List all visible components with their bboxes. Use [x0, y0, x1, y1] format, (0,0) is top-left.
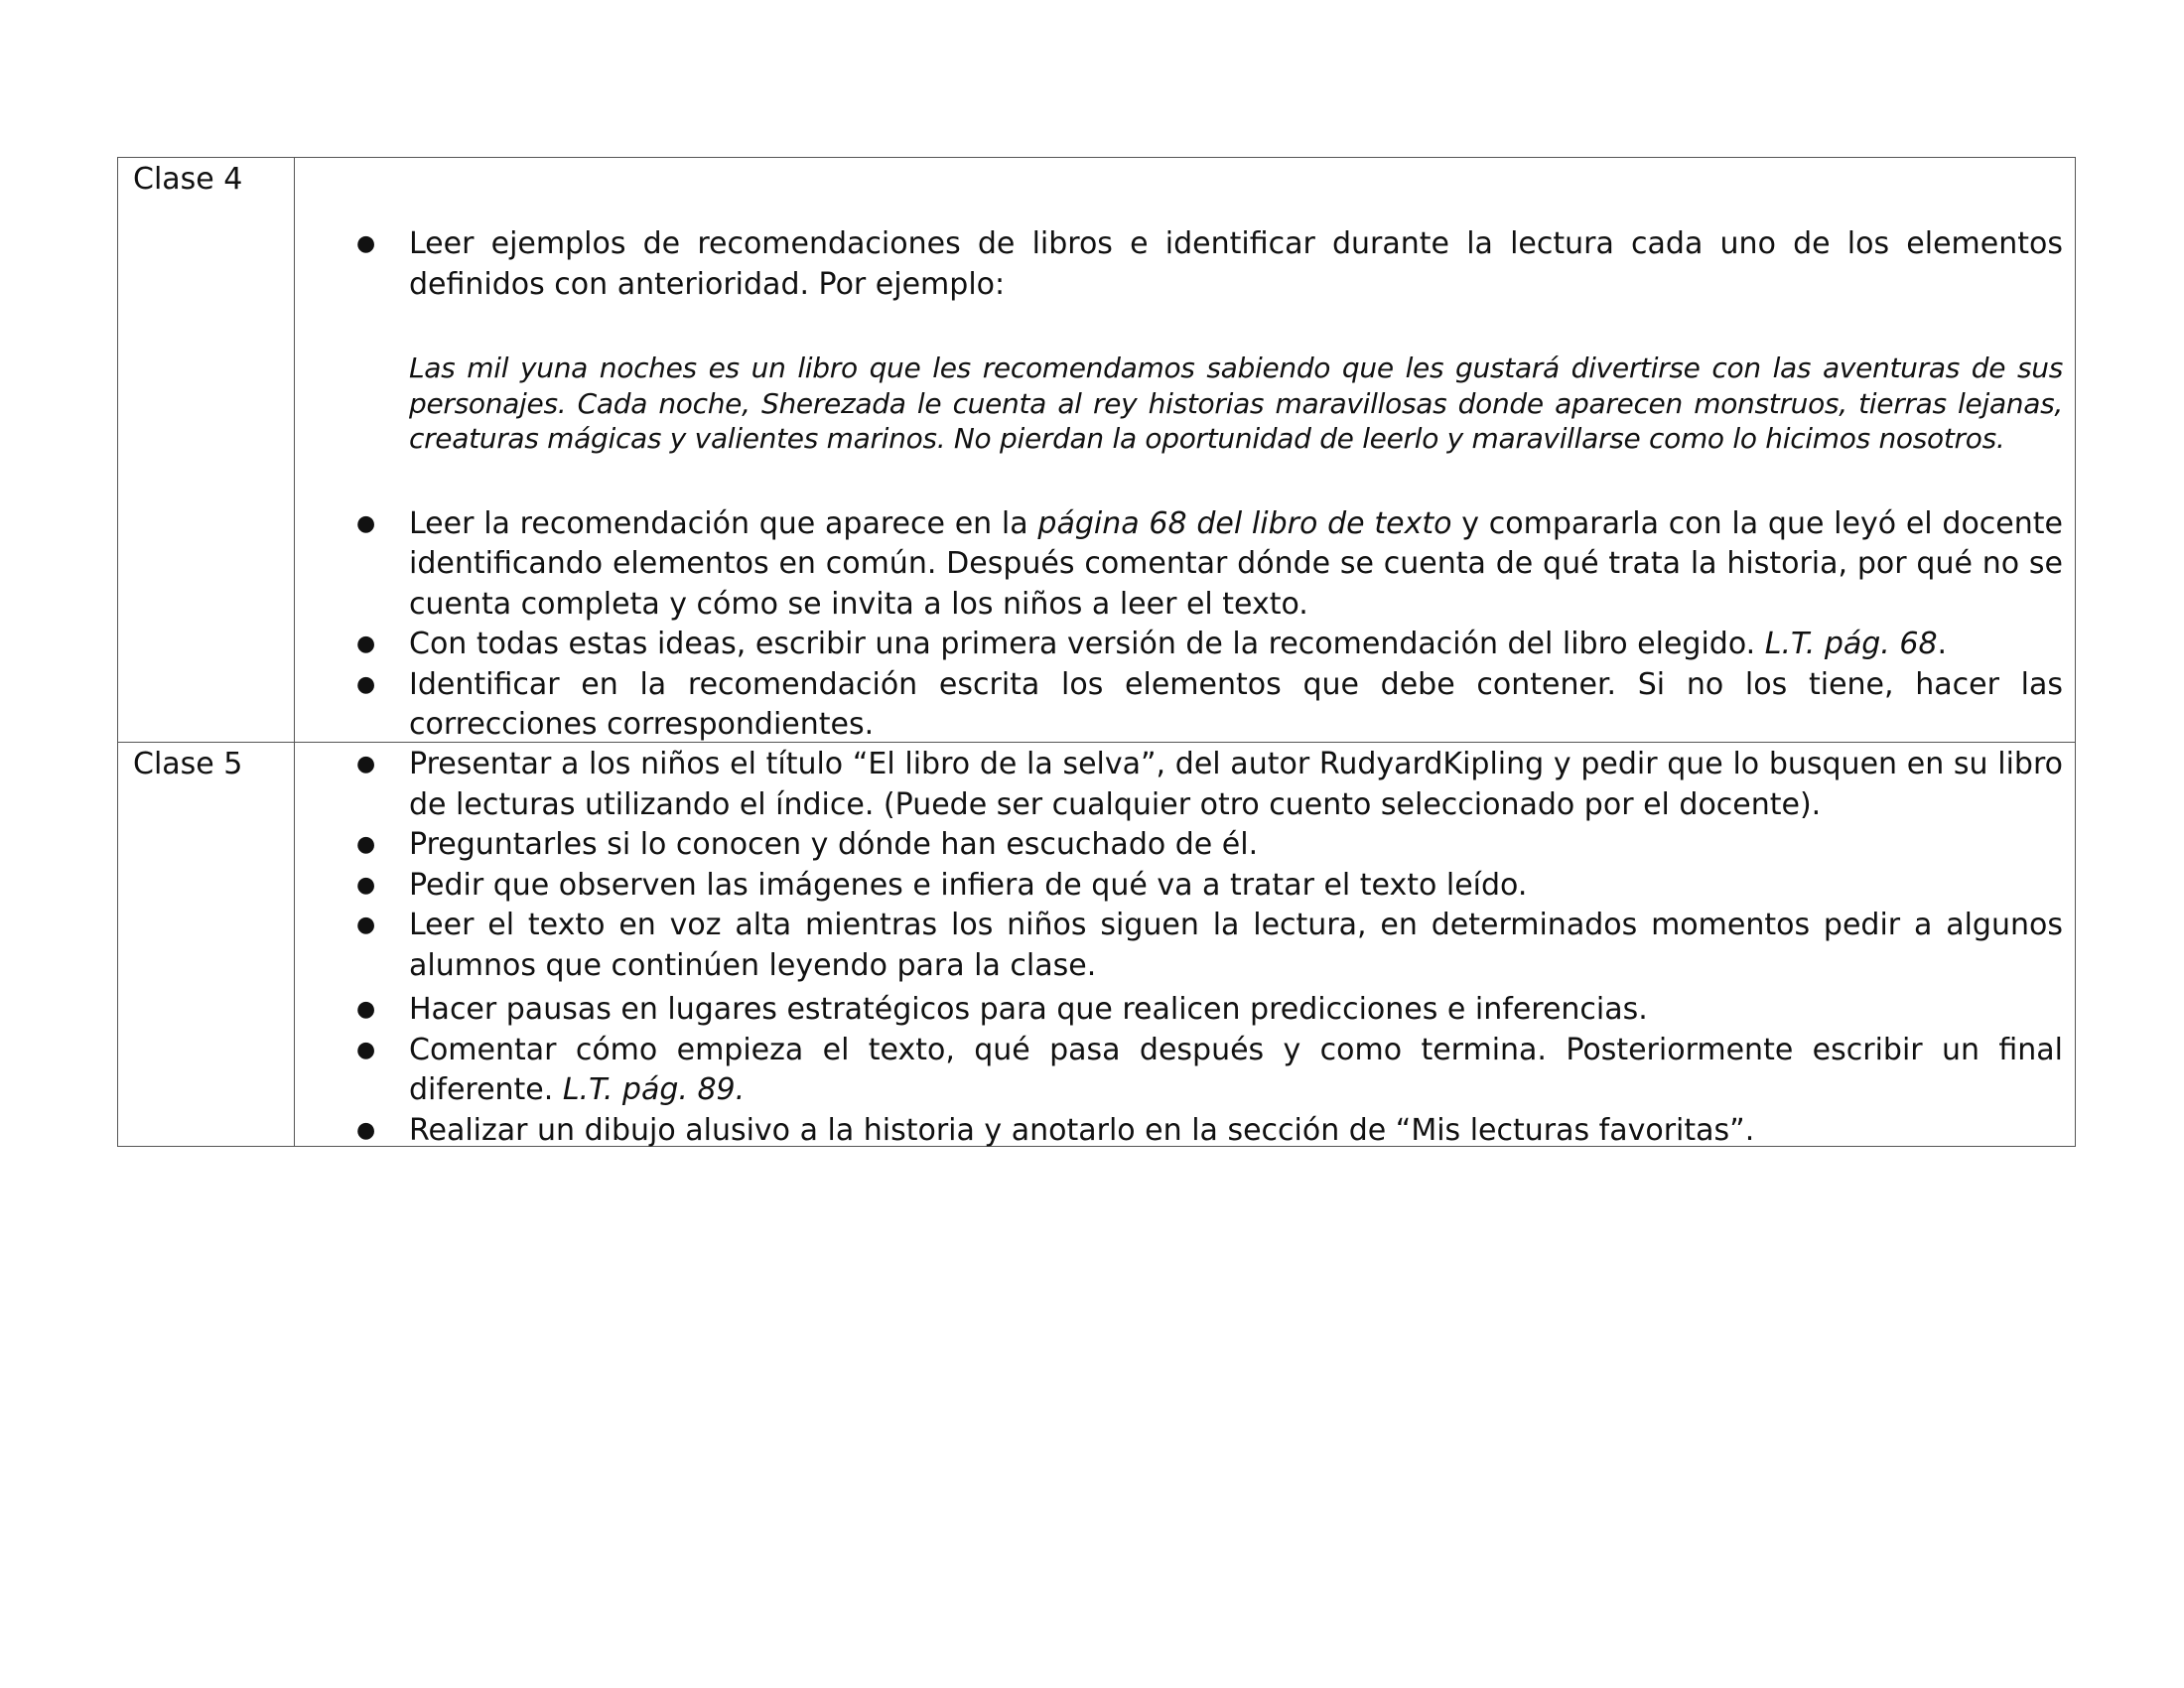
- textbook-reference: L.T. pág. 68: [1764, 627, 1938, 661]
- activity-text: y compararla con la que leyó el docente identificando elementos en común. Después comentar dónde se cuenta de qué trata la historia, por qué no se cuenta completa y cómo se invita a los niños a leer el texto.: [409, 505, 2063, 622]
- activity-list: [295, 504, 2063, 746]
- activity-text: Identificar en la recomendación escrita los elementos que debe contener. Si no los tiene, hacer las correcciones correspondientes.: [409, 666, 2063, 742]
- bullet-icon: ●: [356, 632, 376, 656]
- activities-cell: [295, 158, 2076, 743]
- activity-text: Realizar un dibujo alusivo a la historia y anotarlo en la sección de “Mis lecturas favoritas”.: [409, 1112, 1755, 1148]
- bullet-icon: ●: [356, 913, 376, 937]
- bullet-icon: ●: [356, 671, 376, 697]
- bullet-icon: ●: [356, 231, 376, 256]
- class-label-cell: [118, 158, 295, 743]
- list-item: [295, 1031, 2063, 1111]
- list-item: [295, 906, 2063, 986]
- bullet-icon: ●: [356, 1117, 376, 1143]
- activity-text: Presentar a los niños el título “El libro de la selva”, del autor RudyardKipling y pedir que lo busquen en su libro de lecturas utilizando el índice. (Puede ser cualquier otro cuento seleccionado por el docente).: [409, 747, 2063, 822]
- list-item: [295, 866, 2063, 907]
- textbook-reference: L.T. pág. 89.: [562, 1072, 746, 1107]
- list-item: [295, 825, 2063, 866]
- class-label-cell: [118, 743, 295, 1147]
- class-label: Clase 5: [133, 747, 243, 781]
- activity-text: Pedir que observen las imágenes e infiera de qué va a tratar el texto leído.: [409, 867, 1528, 903]
- activity-list: [295, 745, 2063, 1151]
- activities-cell: [295, 743, 2076, 1147]
- activity-text: .: [1937, 627, 1948, 661]
- example-recommendation: Las mil yuna noches es un libro que les recomendamos sabiendo que les gustará divertirse con las aventuras de sus personajes. Cada noche, Sherezada le cuenta al rey historias maravillosas donde aparecen monstruos, tierras lejanas, creaturas mágicas y valientes marinos. No pierdan la oportunidad de leerlo y maravillarse como lo hicimos nosotros.: [409, 352, 2063, 455]
- list-item: [295, 504, 2063, 626]
- bullet-icon: ●: [356, 510, 376, 536]
- list-item: [295, 224, 2063, 305]
- activity-text: Leer el texto en voz alta mientras los niños siguen la lectura, en determinados momentos pedir a algunos alumnos que continúen leyendo para la clase.: [409, 908, 2063, 983]
- table-row: [118, 158, 2076, 743]
- activity-text: Hacer pausas en lugares estratégicos para que realicen predicciones e inferencias.: [409, 992, 1648, 1027]
- bullet-icon: ●: [356, 832, 376, 857]
- list-item: [295, 625, 2063, 665]
- activity-list: [295, 224, 2063, 305]
- class-label: Clase 4: [133, 162, 243, 197]
- activity-text: Leer ejemplos de recomendaciones de libros e identificar durante la lectura cada uno de los elementos definidos con anterioridad. Por ejemplo:: [409, 226, 2063, 302]
- activity-text: Con todas estas ideas, escribir una primera versión de la recomendación del libro elegido.: [409, 627, 1765, 661]
- table-row: [118, 743, 2076, 1147]
- list-item: [295, 745, 2063, 825]
- bullet-icon: ●: [356, 1037, 376, 1062]
- textbook-reference: página 68 del libro de texto: [1037, 505, 1452, 541]
- bullet-icon: ●: [356, 752, 376, 776]
- list-item: [295, 1111, 2063, 1152]
- list-item: [295, 665, 2063, 746]
- bullet-icon: ●: [356, 872, 376, 898]
- activity-text: Leer la recomendación que aparece en la: [409, 505, 1038, 541]
- activity-text: Comentar cómo empieza el texto, qué pasa después y como termina. Posteriormente escribir un final diferente.: [409, 1032, 2063, 1107]
- list-item: [295, 990, 2063, 1031]
- bullet-icon: ●: [356, 997, 376, 1022]
- lesson-plan-table: [117, 157, 2076, 1147]
- activity-text: Preguntarles si lo conocen y dónde han escuchado de él.: [409, 827, 1259, 862]
